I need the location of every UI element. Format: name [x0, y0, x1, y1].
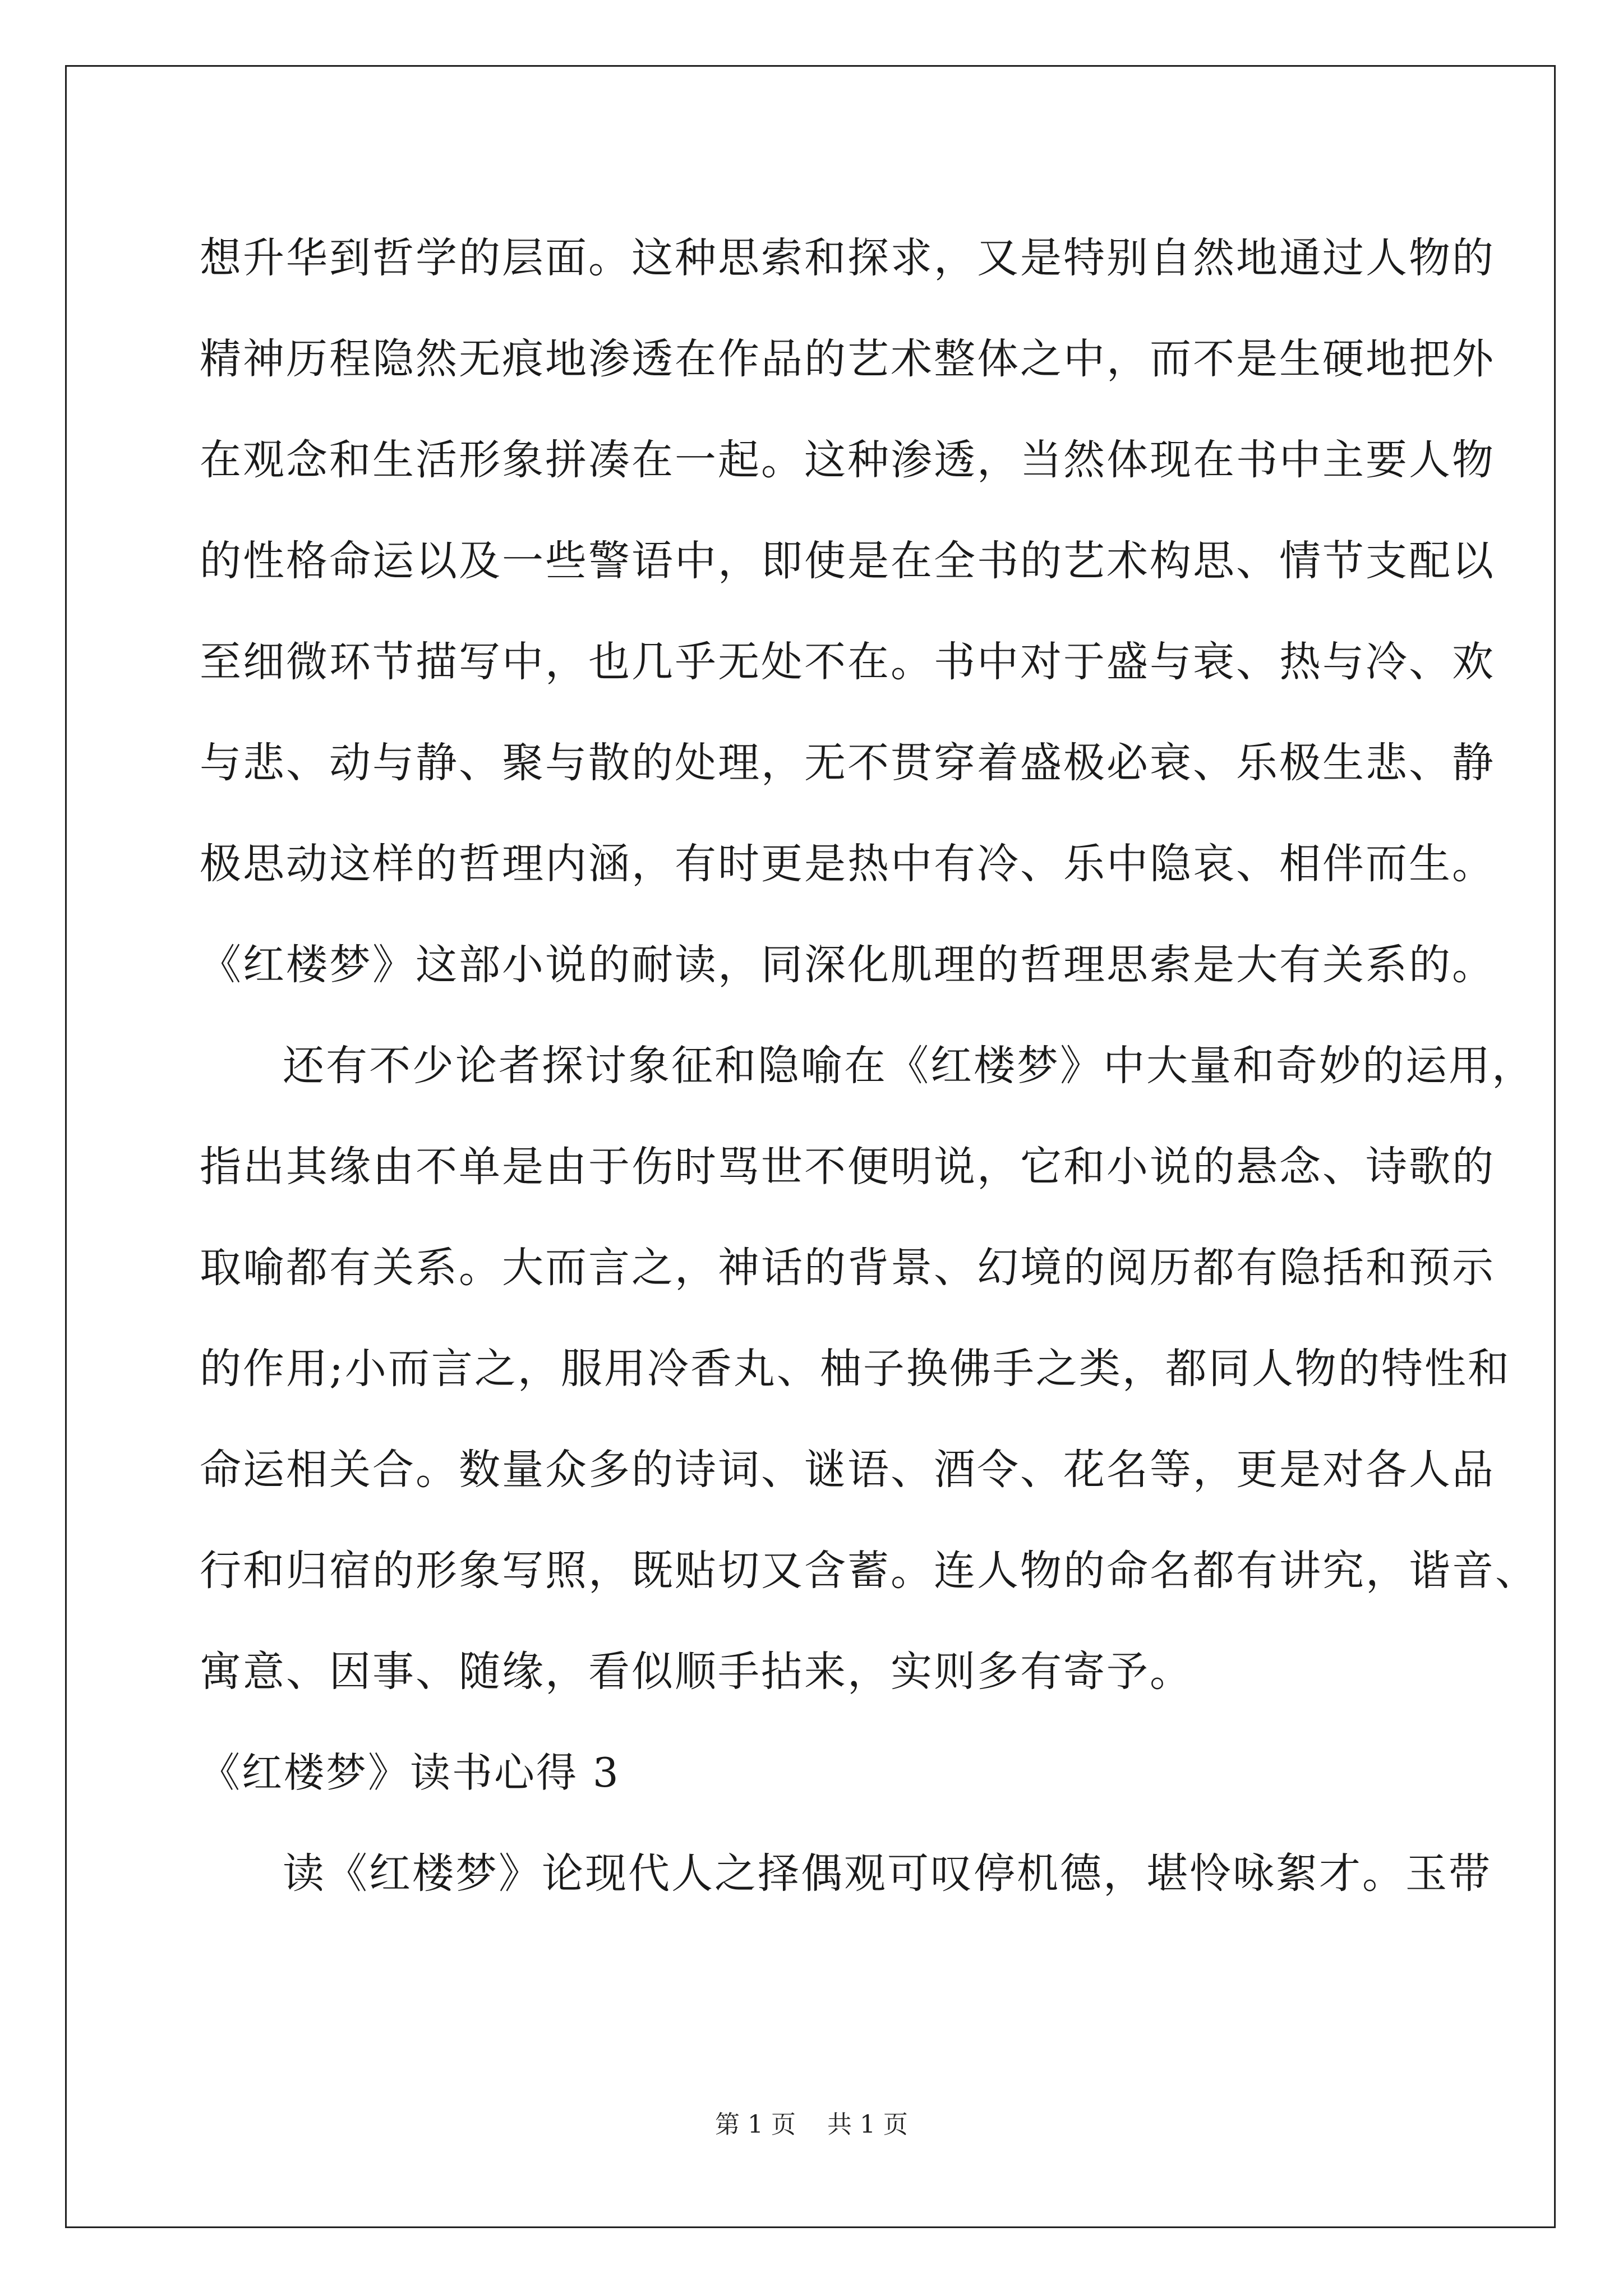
text-line: 极思动这样的哲理内涵，有时更是热中有冷、乐中隐哀、相伴而生。 [200, 840, 1495, 888]
text-line: 命运相关合。数量众多的诗词、谜语、酒令、花名等，更是对各人品 [200, 1446, 1495, 1494]
text-line: 的作用;小而言之，服用冷香丸、柚子换佛手之类，都同人物的特性和 [200, 1345, 1511, 1393]
text-line: 行和归宿的形象写照，既贴切又含蓄。连人物的命名都有讲究，谐音、 [200, 1547, 1538, 1595]
text-line: 指出其缘由不单是由于伤时骂世不便明说，它和小说的悬念、诗歌的 [200, 1143, 1495, 1191]
paragraph-first-line: 还有不少论者探讨象征和隐喻在《红楼梦》中大量和奇妙的运用， [283, 1042, 1535, 1090]
paragraph-first-line: 读《红楼梦》论现代人之择偶观可叹停机德，堪怜咏絮才。玉带 [283, 1849, 1492, 1898]
text-line: 的性格命运以及一些警语中，即使是在全书的艺术构思、情节支配以 [200, 537, 1495, 585]
text-line: 在观念和生活形象拼凑在一起。这种渗透，当然体现在书中主要人物 [200, 436, 1495, 484]
text-line: 《红楼梦》这部小说的耐读，同深化肌理的哲理思索是大有关系的。 [200, 941, 1495, 989]
text-line: 寓意、因事、随缘，看似顺手拈来，实则多有寄予。 [200, 1648, 1193, 1696]
page-number-footer: 第 1 页 共 1 页 [715, 2110, 908, 2139]
document-body [200, 208, 1538, 1924]
text-line: 精神历程隐然无痕地渗透在作品的艺术整体之中，而不是生硬地把外 [200, 335, 1495, 383]
text-line: 取喻都有关系。大而言之，神话的背景、幻境的阅历都有隐括和预示 [200, 1244, 1495, 1292]
text-line: 与悲、动与静、聚与散的处理，无不贯穿着盛极必衰、乐极生悲、静 [200, 739, 1495, 787]
text-line: 至细微环节描写中，也几乎无处不在。书中对于盛与衰、热与冷、欢 [200, 638, 1495, 686]
text-line: 想升华到哲学的层面。这种思索和探求，又是特别自然地通过人物的 [200, 234, 1495, 282]
section-heading: 《红楼梦》读书心得 3 [200, 1749, 620, 1796]
